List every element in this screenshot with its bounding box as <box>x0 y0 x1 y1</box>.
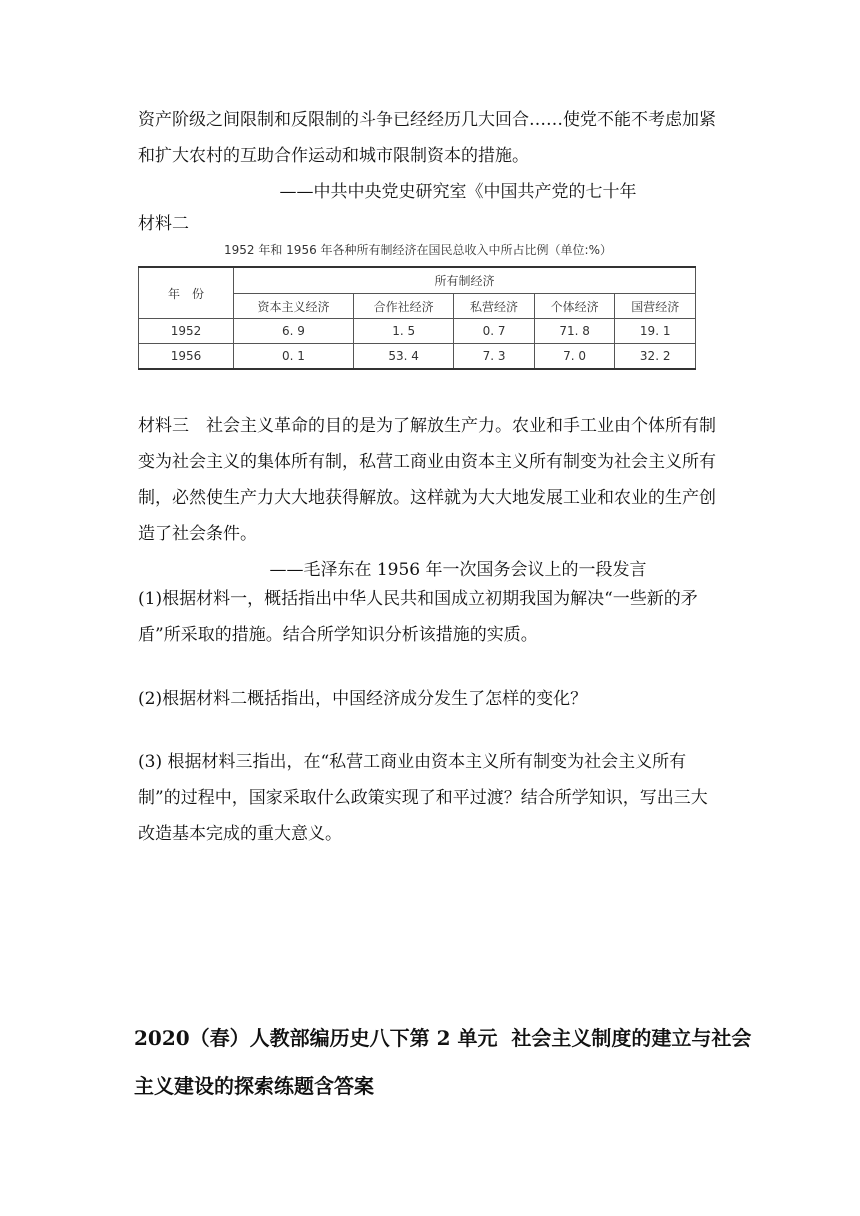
value-cell: 1. 5 <box>354 319 454 344</box>
year-header: 年 份 <box>139 267 234 319</box>
question-1: (1)根据材料一，概括指出中华人民共和国成立初期我国为解决“一些新的矛 <box>138 589 698 609</box>
material3-line: 制，必然使生产力大大地获得解放。这样就为大大地发展工业和农业的生产创 <box>138 488 716 508</box>
ownership-table <box>138 266 696 370</box>
value-cell: 7. 3 <box>454 344 535 370</box>
value-cell: 19. 1 <box>615 319 696 344</box>
question-3: 改造基本完成的重大意义。 <box>138 824 342 844</box>
material3-line: 变为社会主义的集体所有制，私营工商业由资本主义所有制变为社会主义所有 <box>138 452 716 472</box>
value-cell: 6. 9 <box>234 319 354 344</box>
material1-line: 和扩大农村的互助合作运动和城市限制资本的措施。 <box>138 146 529 166</box>
column-header: 国营经济 <box>615 294 696 319</box>
answer-heading: 2020（春）人教部编历史八下第 2 单元 社会主义制度的建立与社会 <box>134 1026 752 1050</box>
question-2: (2)根据材料二概括指出，中国经济成分发生了怎样的变化？ <box>138 689 588 709</box>
column-header: 资本主义经济 <box>234 294 354 319</box>
material3-source: ——毛泽东在 1956 年一次国务会议上的一段发言 <box>269 560 647 580</box>
material1-line: 资产阶级之间限制和反限制的斗争已经经历几大回合……使党不能不考虑加紧 <box>138 110 716 130</box>
material3-line: 造了社会条件。 <box>138 524 257 544</box>
question-3: 制”的过程中，国家采取什么政策实现了和平过渡？结合所学知识，写出三大 <box>138 788 708 808</box>
table-row <box>139 344 696 370</box>
column-header: 私营经济 <box>454 294 535 319</box>
answer-heading: 主义建设的探索练题含答案 <box>134 1074 374 1098</box>
column-header: 个体经济 <box>534 294 615 319</box>
value-cell: 0. 7 <box>454 319 535 344</box>
question-3: (3) 根据材料三指出，在“私营工商业由资本主义所有制变为社会主义所有 <box>138 752 687 772</box>
value-cell: 32. 2 <box>615 344 696 370</box>
value-cell: 0. 1 <box>234 344 354 370</box>
year-cell: 1956 <box>139 344 234 370</box>
table-caption: 1952 年和 1956 年各种所有制经济在国民总收入中所占比例（单位:%） <box>224 243 612 257</box>
material3-line: 材料三 社会主义革命的目的是为了解放生产力。农业和手工业由个体所有制 <box>138 416 716 436</box>
year-cell: 1952 <box>139 319 234 344</box>
value-cell: 53. 4 <box>354 344 454 370</box>
table-row <box>139 319 696 344</box>
group-header: 所有制经济 <box>234 267 696 294</box>
material1-source: ——中共中央党史研究室《中国共产党的七十年 <box>279 182 637 202</box>
column-header: 合作社经济 <box>354 294 454 319</box>
material2-label: 材料二 <box>138 214 189 234</box>
value-cell: 71. 8 <box>534 319 615 344</box>
question-1: 盾”所采取的措施。结合所学知识分析该措施的实质。 <box>138 625 538 645</box>
value-cell: 7. 0 <box>534 344 615 370</box>
